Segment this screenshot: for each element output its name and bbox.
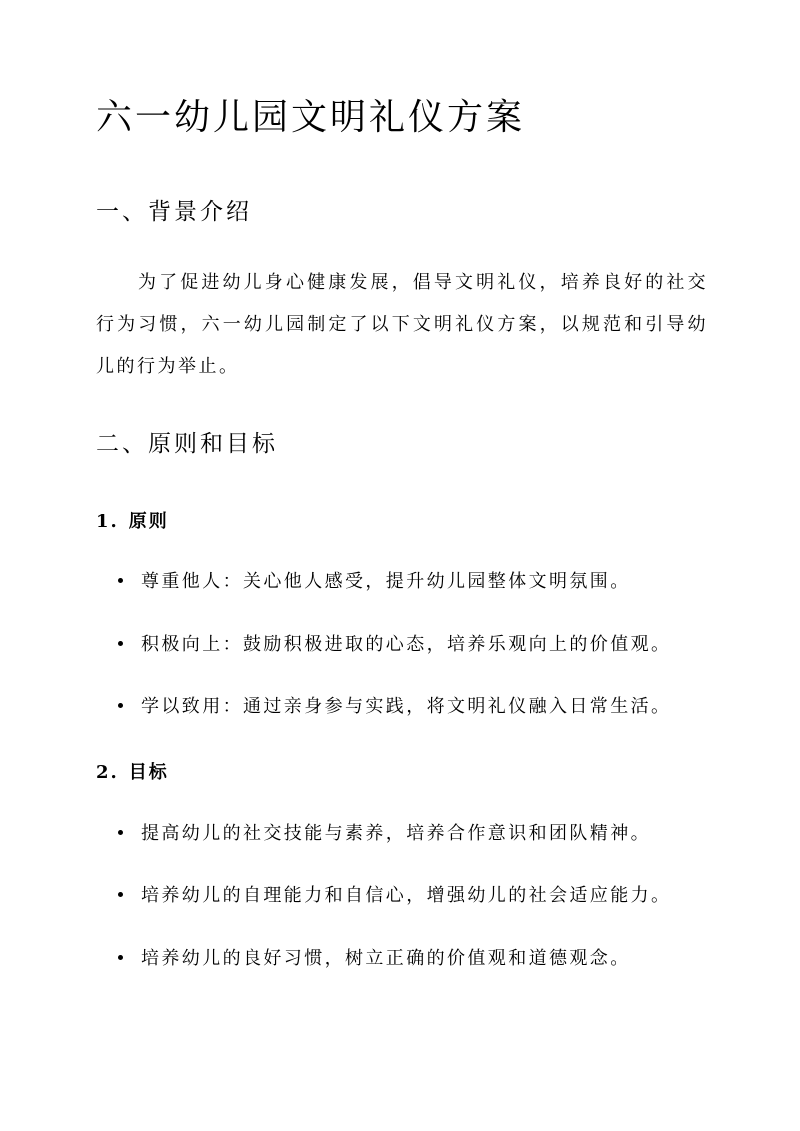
list-item bbox=[118, 945, 631, 973]
list-item-text: 尊重他人：关心他人感受，提升幼儿园整体文明氛围。 bbox=[141, 571, 631, 592]
bullet-icon bbox=[118, 703, 123, 708]
subsection-title: 目标 bbox=[128, 762, 169, 783]
list-item bbox=[118, 631, 671, 659]
list-item bbox=[118, 568, 631, 596]
list-item-text: 培养幼儿的良好习惯，树立正确的价值观和道德观念。 bbox=[141, 948, 631, 969]
subsection-heading-goals bbox=[96, 759, 169, 787]
bullet-icon bbox=[118, 641, 123, 646]
page-title: 六一幼儿园文明礼仪方案 bbox=[96, 97, 526, 138]
subsection-title: 原则 bbox=[128, 511, 169, 532]
subsection-number: 1. bbox=[96, 511, 119, 532]
subsection-heading-principles bbox=[96, 508, 169, 536]
section-heading-principles-goals: 二、原则和目标 bbox=[96, 431, 278, 457]
bullet-icon bbox=[118, 578, 123, 583]
bullet-icon bbox=[118, 830, 123, 835]
list-item-text: 培养幼儿的自理能力和自信心，增强幼儿的社会适应能力。 bbox=[141, 885, 672, 906]
list-item-text: 学以致用：通过亲身参与实践，将文明礼仪融入日常生活。 bbox=[141, 696, 672, 717]
list-item bbox=[118, 882, 671, 910]
section-heading-background: 一、背景介绍 bbox=[96, 199, 252, 225]
list-item bbox=[118, 820, 651, 848]
list-item bbox=[118, 693, 671, 721]
subsection-number: 2. bbox=[96, 762, 119, 783]
list-item-text: 积极向上：鼓励积极进取的心态，培养乐观向上的价值观。 bbox=[141, 634, 672, 655]
bullet-icon bbox=[118, 892, 123, 897]
bullet-icon bbox=[118, 955, 123, 960]
list-item-text: 提高幼儿的社交技能与素养，培养合作意识和团队精神。 bbox=[141, 823, 651, 844]
background-paragraph: 为了促进幼儿身心健康发展，倡导文明礼仪，培养良好的社交行为习惯，六一幼儿园制定了以下文明礼仪方案，以规范和引导幼儿的行为举止。 bbox=[96, 272, 708, 377]
